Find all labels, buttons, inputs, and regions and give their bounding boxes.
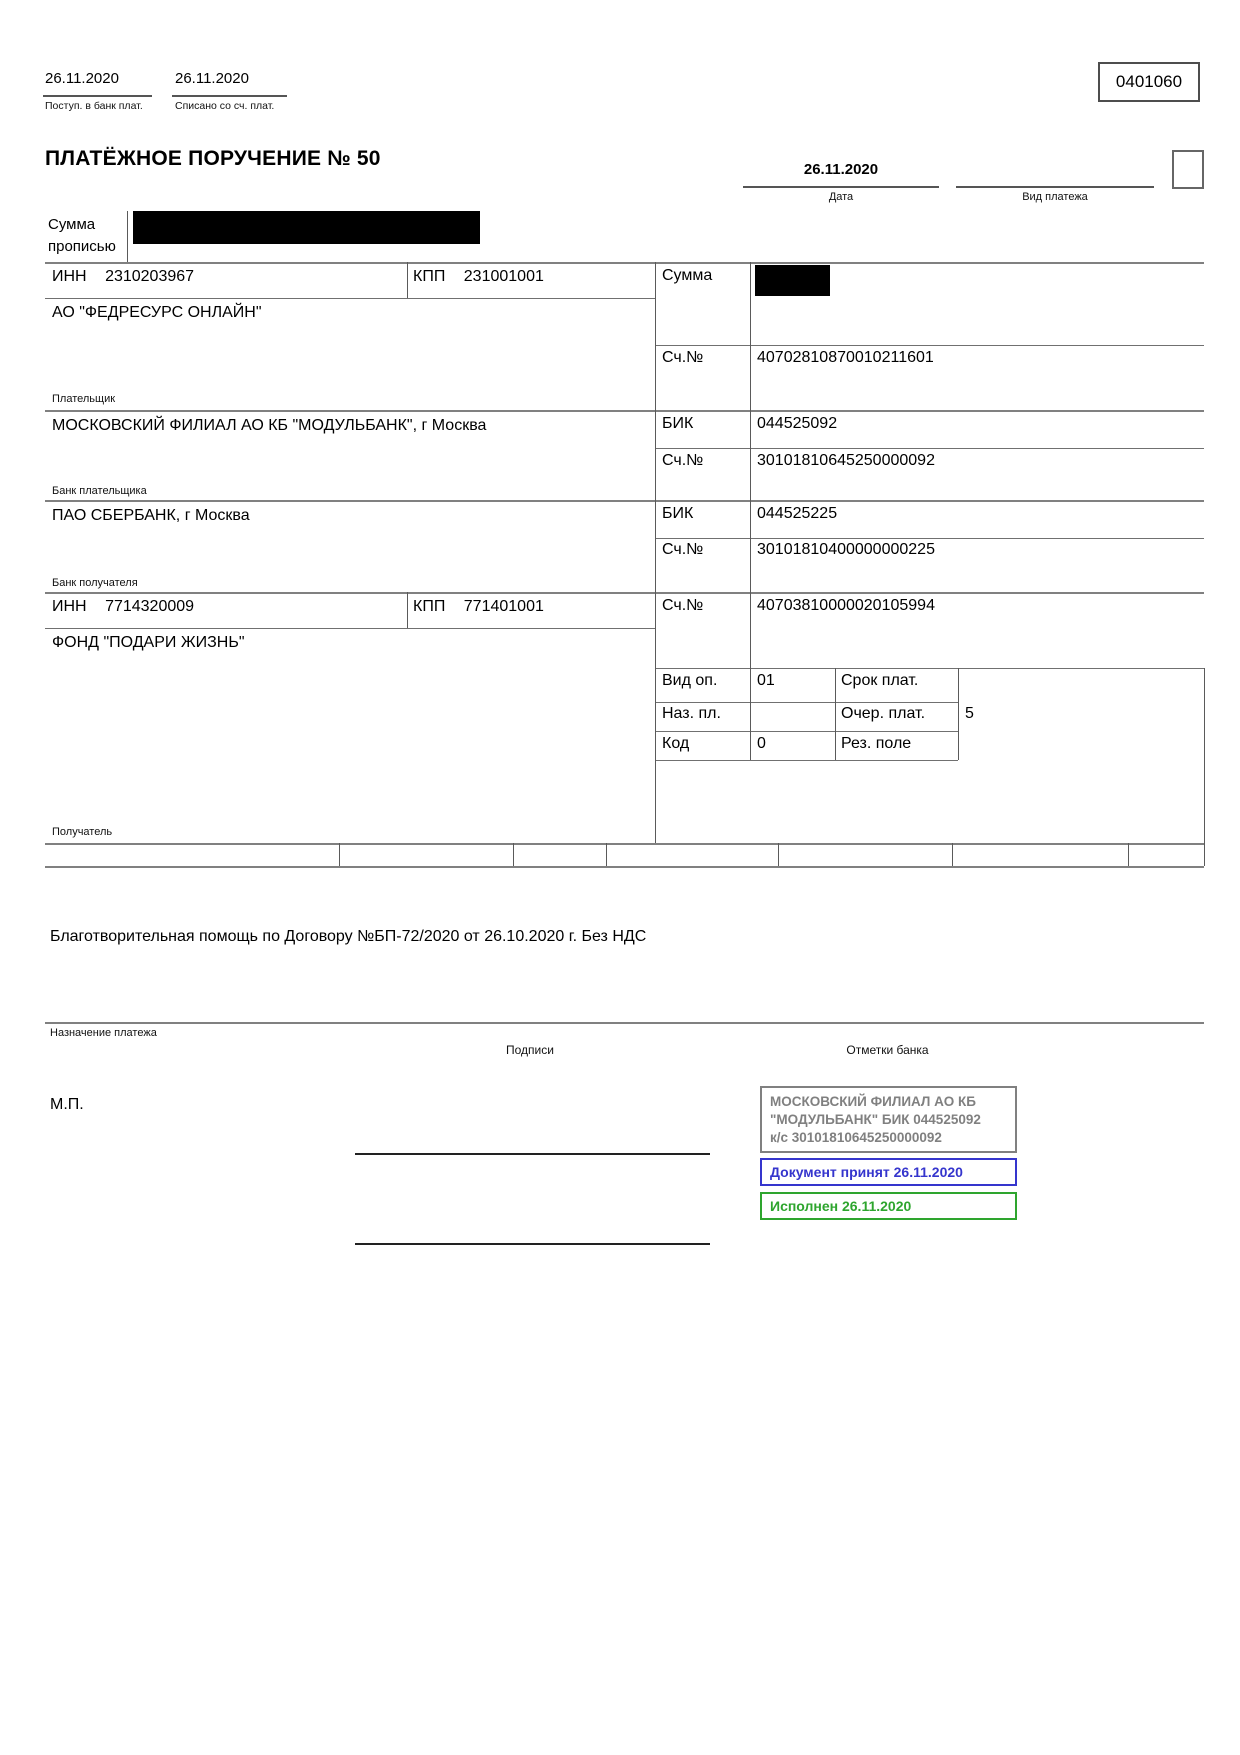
- sum-row-border: [655, 345, 1204, 346]
- bank-stamp-line1: МОСКОВСКИЙ ФИЛИАЛ АО КБ: [770, 1094, 976, 1109]
- payer-section-border: [45, 410, 1204, 412]
- operation-type-value: 01: [757, 672, 775, 689]
- purpose-code-label: Наз. пл.: [662, 705, 721, 722]
- payee-bank-bik-label: БИК: [662, 505, 694, 522]
- payee-kpp-value: 771401001: [463, 598, 544, 615]
- payee-inn-label: ИНН: [52, 598, 87, 615]
- payee-account-value: 40703810000020105994: [757, 597, 935, 614]
- strip-row-top-border: [45, 843, 1204, 845]
- document-date: 26.11.2020: [803, 161, 879, 178]
- payee-inn-row: [52, 598, 194, 616]
- payee-bank-bik-value: 044525225: [757, 505, 838, 522]
- header-checkbox: [1172, 150, 1204, 189]
- payer-bank-bik-border: [655, 448, 1204, 449]
- payment-type-underline: [956, 186, 1154, 188]
- strip-divider-1: [339, 843, 340, 866]
- document-title: ПЛАТЁЖНОЕ ПОРУЧЕНИЕ № 50: [45, 147, 381, 170]
- received-in-bank-label: Поступ. в банк плат.: [45, 100, 143, 112]
- payer-bank-bik-value: 044525092: [757, 415, 838, 432]
- strip-divider-5: [952, 843, 953, 866]
- date-underline: [743, 186, 939, 188]
- operation-type-label: Вид оп.: [662, 672, 718, 689]
- bank-stamp-line2: "МОДУЛЬБАНК" БИК 044525092: [770, 1111, 981, 1127]
- payer-bank-bik-label: БИК: [662, 415, 694, 432]
- amount-in-words-divider: [127, 211, 128, 262]
- payment-term-label: Срок плат.: [841, 672, 919, 689]
- payee-bank-section-border: [45, 592, 1204, 594]
- document-executed-stamp: Исполнен 26.11.2020: [760, 1192, 1017, 1220]
- purpose-section-border: [45, 1022, 1204, 1024]
- bank-stamp-line3: к/с 30101810645250000092: [770, 1129, 942, 1145]
- strip-divider-2: [513, 843, 514, 866]
- debited-from-account-label: Списано со сч. плат.: [175, 100, 275, 112]
- payer-kpp-label: КПП: [413, 268, 446, 285]
- operation-row2-border: [655, 731, 958, 732]
- payer-kpp-row: [413, 268, 544, 286]
- redacted-amount-in-words: [133, 211, 480, 244]
- form-code: 0401060: [1115, 72, 1183, 91]
- received-date-underline: [43, 95, 152, 97]
- table-border-top: [45, 262, 1204, 264]
- payer-bank-account-value: 30101810645250000092: [757, 452, 935, 469]
- operation-rows-top-border: [655, 668, 1204, 669]
- payer-inn-label: ИНН: [52, 268, 87, 285]
- payer-inn-row: [52, 268, 194, 286]
- payment-type-label: Вид платежа: [1022, 191, 1088, 203]
- signature-line-2: [355, 1243, 710, 1245]
- payment-purpose-text: Благотворительная помощь по Договору №БП-72/2020 от 26.10.2020 г. Без НДС: [50, 928, 647, 945]
- payee-name: ФОНД "ПОДАРИ ЖИЗНЬ": [52, 634, 245, 651]
- sum-label: Сумма: [662, 267, 713, 284]
- payee-inn-value: 7714320009: [105, 598, 195, 615]
- amount-in-words-label: Сумма прописью: [48, 216, 116, 255]
- operation-row1-border: [655, 702, 958, 703]
- payee-section-label: Получатель: [52, 826, 113, 838]
- payment-priority-value: 5: [965, 705, 974, 722]
- payee-bank-account-label: Сч.№: [662, 541, 704, 558]
- payer-bank-section-label: Банк плательщика: [52, 485, 147, 497]
- reserve-field-label: Рез. поле: [841, 735, 912, 752]
- payee-bank-section-label: Банк получателя: [52, 577, 138, 589]
- code-value: 0: [757, 735, 766, 752]
- payer-section-label: Плательщик: [52, 393, 116, 405]
- redacted-amount: [755, 265, 830, 296]
- payer-inn-kpp-divider: [407, 262, 408, 298]
- strip-divider-6: [1128, 843, 1129, 866]
- payee-bank-name: ПАО СБЕРБАНК, г Москва: [52, 507, 250, 524]
- payee-account-label: Сч.№: [662, 597, 704, 614]
- payer-bank-account-label: Сч.№: [662, 452, 704, 469]
- payer-name: АО "ФЕДРЕСУРС ОНЛАЙН": [52, 304, 262, 321]
- operation-rows-bottom-border: [655, 760, 958, 761]
- form-code-box: [1098, 62, 1200, 102]
- payer-bank-section-border: [45, 500, 1204, 502]
- payee-inn-row-border: [45, 628, 655, 629]
- payer-account-label: Сч.№: [662, 349, 704, 366]
- debited-from-account-date: 26.11.2020: [175, 70, 249, 87]
- payee-kpp-label: КПП: [413, 598, 446, 615]
- bank-marks-label: Отметки банка: [846, 1043, 929, 1057]
- payee-bank-bik-border: [655, 538, 1204, 539]
- strip-divider-4: [778, 843, 779, 866]
- payer-inn-row-border: [45, 298, 655, 299]
- payment-purpose-label: Назначение платежа: [50, 1027, 157, 1039]
- strip-divider-3: [606, 843, 607, 866]
- payer-account-value: 40702810870010211601: [757, 349, 934, 366]
- operation-value-divider: [835, 668, 836, 760]
- payer-bank-name: МОСКОВСКИЙ ФИЛИАЛ АО КБ "МОДУЛЬБАНК", г Москва: [52, 417, 487, 434]
- operation-label2-divider: [958, 668, 959, 760]
- signature-line-1: [355, 1153, 710, 1155]
- stamp-place-label: М.П.: [50, 1096, 84, 1113]
- code-label: Код: [662, 735, 690, 752]
- table-right-border: [1204, 668, 1205, 866]
- main-column-divider: [655, 262, 656, 843]
- date-label: Дата: [828, 191, 854, 203]
- received-in-bank-date: 26.11.2020: [45, 70, 119, 87]
- payment-priority-label: Очер. плат.: [841, 705, 926, 722]
- document-accepted-stamp: Документ принят 26.11.2020: [760, 1158, 1017, 1186]
- payee-kpp-row: [413, 598, 544, 616]
- bank-stamp-box: [760, 1086, 1017, 1153]
- payee-bank-account-value: 30101810400000000225: [757, 541, 935, 558]
- signatures-label: Подписи: [506, 1043, 554, 1057]
- label-value-divider: [750, 262, 751, 760]
- payee-inn-kpp-divider: [407, 592, 408, 628]
- strip-row-bottom-border: [45, 866, 1204, 868]
- debited-date-underline: [172, 95, 287, 97]
- payer-kpp-value: 231001001: [463, 268, 544, 285]
- payer-inn-value: 2310203967: [105, 268, 195, 285]
